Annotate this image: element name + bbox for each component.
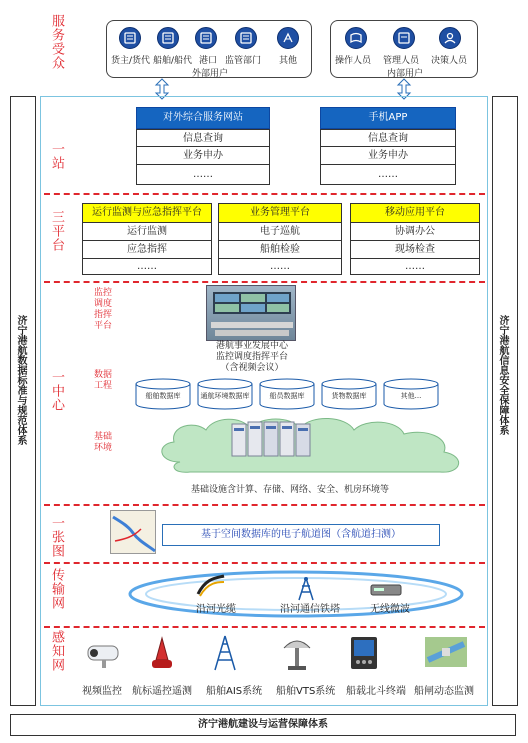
data-standards-label: 济宁港航数据标准与规范体系 xyxy=(15,315,26,445)
sensing-label: 船闸动态监测 xyxy=(414,686,474,697)
cargo-owner-icon xyxy=(119,27,141,49)
divider xyxy=(44,504,485,506)
monitor-caption-line: （含视频会议） xyxy=(220,363,284,373)
database-label: 船舶数据库 xyxy=(145,392,181,400)
infra-caption: 基础设施含计算、存储、网络、安全、机房环境等 xyxy=(190,485,389,495)
infra-section-label: 基础环境 xyxy=(94,432,113,453)
layer-label-three-platforms: 三平台 xyxy=(49,210,64,252)
monitor-caption xyxy=(200,341,304,374)
external-user-label: 船舶/船代 xyxy=(153,56,193,66)
transmission-label: 无线微波 xyxy=(370,604,410,615)
platform-row: 船舶检验 xyxy=(218,241,342,259)
layer-label-transmission: 传输网 xyxy=(49,568,64,610)
microwave-device-icon xyxy=(370,582,402,598)
divider xyxy=(44,562,485,564)
layer-label-service: 服务受众 xyxy=(49,14,64,70)
port-icon xyxy=(195,27,217,49)
platform-row: 应急指挥 xyxy=(82,241,212,259)
security-label: 济宁港航信息安全保障体系 xyxy=(497,315,508,435)
transmission-label: 沿河光缆 xyxy=(196,604,236,615)
database-label: 货物数据库 xyxy=(331,392,367,400)
website-row: 业务申办 xyxy=(136,147,270,165)
sensing-label: 航标遥控遥测 xyxy=(132,686,192,697)
external-user-label: 货主/货代 xyxy=(111,56,151,66)
app-header: 手机APP xyxy=(320,107,456,129)
app-row: 业务申办 xyxy=(320,147,456,165)
buoy-icon xyxy=(148,636,176,672)
internal-users-footer: 内部用户 xyxy=(386,69,423,79)
database-label: 其他... xyxy=(400,392,422,400)
regulator-icon xyxy=(235,27,257,49)
fiber-cable-icon xyxy=(196,574,226,598)
database-cylinder xyxy=(382,378,440,410)
website-row: 信息查询 xyxy=(136,129,270,147)
database-cylinder xyxy=(320,378,378,410)
cloud-icon xyxy=(150,414,480,480)
app-row: …… xyxy=(320,165,456,185)
internal-users-box xyxy=(330,20,478,78)
database-cylinder xyxy=(134,378,192,410)
monitor-caption-line: 港航事业发展中心 xyxy=(215,341,288,351)
database-label: 通航环境数据库 xyxy=(200,392,250,400)
ais-tower-icon xyxy=(210,634,240,672)
internal-user-label: 操作人员 xyxy=(335,56,372,66)
app-row: 信息查询 xyxy=(320,129,456,147)
sensing-label: 船舶AIS系统 xyxy=(206,686,263,697)
transmission-label: 沿河通信铁塔 xyxy=(280,604,340,615)
manager-icon xyxy=(393,27,415,49)
platform-row: 电子巡航 xyxy=(218,223,342,241)
control-room-image xyxy=(206,285,296,341)
platform-header: 业务管理平台 xyxy=(218,203,342,223)
operations-support-system: 济宁港航建设与运营保障体系 xyxy=(10,714,516,736)
divider xyxy=(44,626,485,628)
e-chart-box: 基于空间数据库的电子航道图（含航道扫测） xyxy=(162,524,440,546)
data-section-label: 数据工程 xyxy=(94,370,113,391)
website-row: …… xyxy=(136,165,270,185)
waterway-map-image xyxy=(110,510,156,554)
external-user-label: 港口 xyxy=(199,56,218,66)
other-user-icon xyxy=(277,27,299,49)
beidou-terminal-icon xyxy=(348,634,380,672)
decision-maker-icon xyxy=(439,27,461,49)
platform-row: 运行监测 xyxy=(82,223,212,241)
data-standards-system xyxy=(10,96,36,706)
database-cylinder xyxy=(258,378,316,410)
platform-row: 协调办公 xyxy=(350,223,480,241)
sensing-label: 视频监控 xyxy=(82,686,122,697)
operator-icon xyxy=(345,27,367,49)
layer-label-one-station: 一站 xyxy=(49,142,64,170)
database-label: 船员数据库 xyxy=(269,392,305,400)
platform-row: …… xyxy=(82,259,212,275)
external-users-footer: 外部用户 xyxy=(191,69,228,79)
monitor-caption-line: 监控调度指挥平台 xyxy=(215,352,288,362)
communication-tower-icon xyxy=(296,576,316,602)
ship-lock-icon xyxy=(424,636,468,668)
external-users-box xyxy=(106,20,312,78)
sensing-label: 船舶VTS系统 xyxy=(276,686,336,697)
platform-header: 移动应用平台 xyxy=(350,203,480,223)
database-cylinder xyxy=(196,378,254,410)
platform-row: 现场检查 xyxy=(350,241,480,259)
video-camera-icon xyxy=(84,640,124,670)
layer-label-one-map: 一张图 xyxy=(49,516,64,558)
divider xyxy=(44,281,485,283)
security-system xyxy=(492,96,518,706)
platform-row: …… xyxy=(350,259,480,275)
monitor-section-label: 监控调度指挥平台 xyxy=(94,288,113,331)
ship-agent-icon xyxy=(157,27,179,49)
radar-icon xyxy=(280,636,314,672)
website-header: 对外综合服务网站 xyxy=(136,107,270,129)
platform-row: …… xyxy=(218,259,342,275)
external-user-label: 其他 xyxy=(279,56,298,66)
platform-header: 运行监测与应急指挥平台 xyxy=(82,203,212,223)
external-user-label: 监管部门 xyxy=(225,56,262,66)
layer-label-one-center: 一中心 xyxy=(49,370,64,412)
layer-label-sensing: 感知网 xyxy=(49,630,64,672)
sensing-label: 船载北斗终端 xyxy=(346,686,406,697)
internal-user-label: 决策人员 xyxy=(431,56,468,66)
internal-user-label: 管理人员 xyxy=(383,56,420,66)
divider xyxy=(44,193,485,195)
